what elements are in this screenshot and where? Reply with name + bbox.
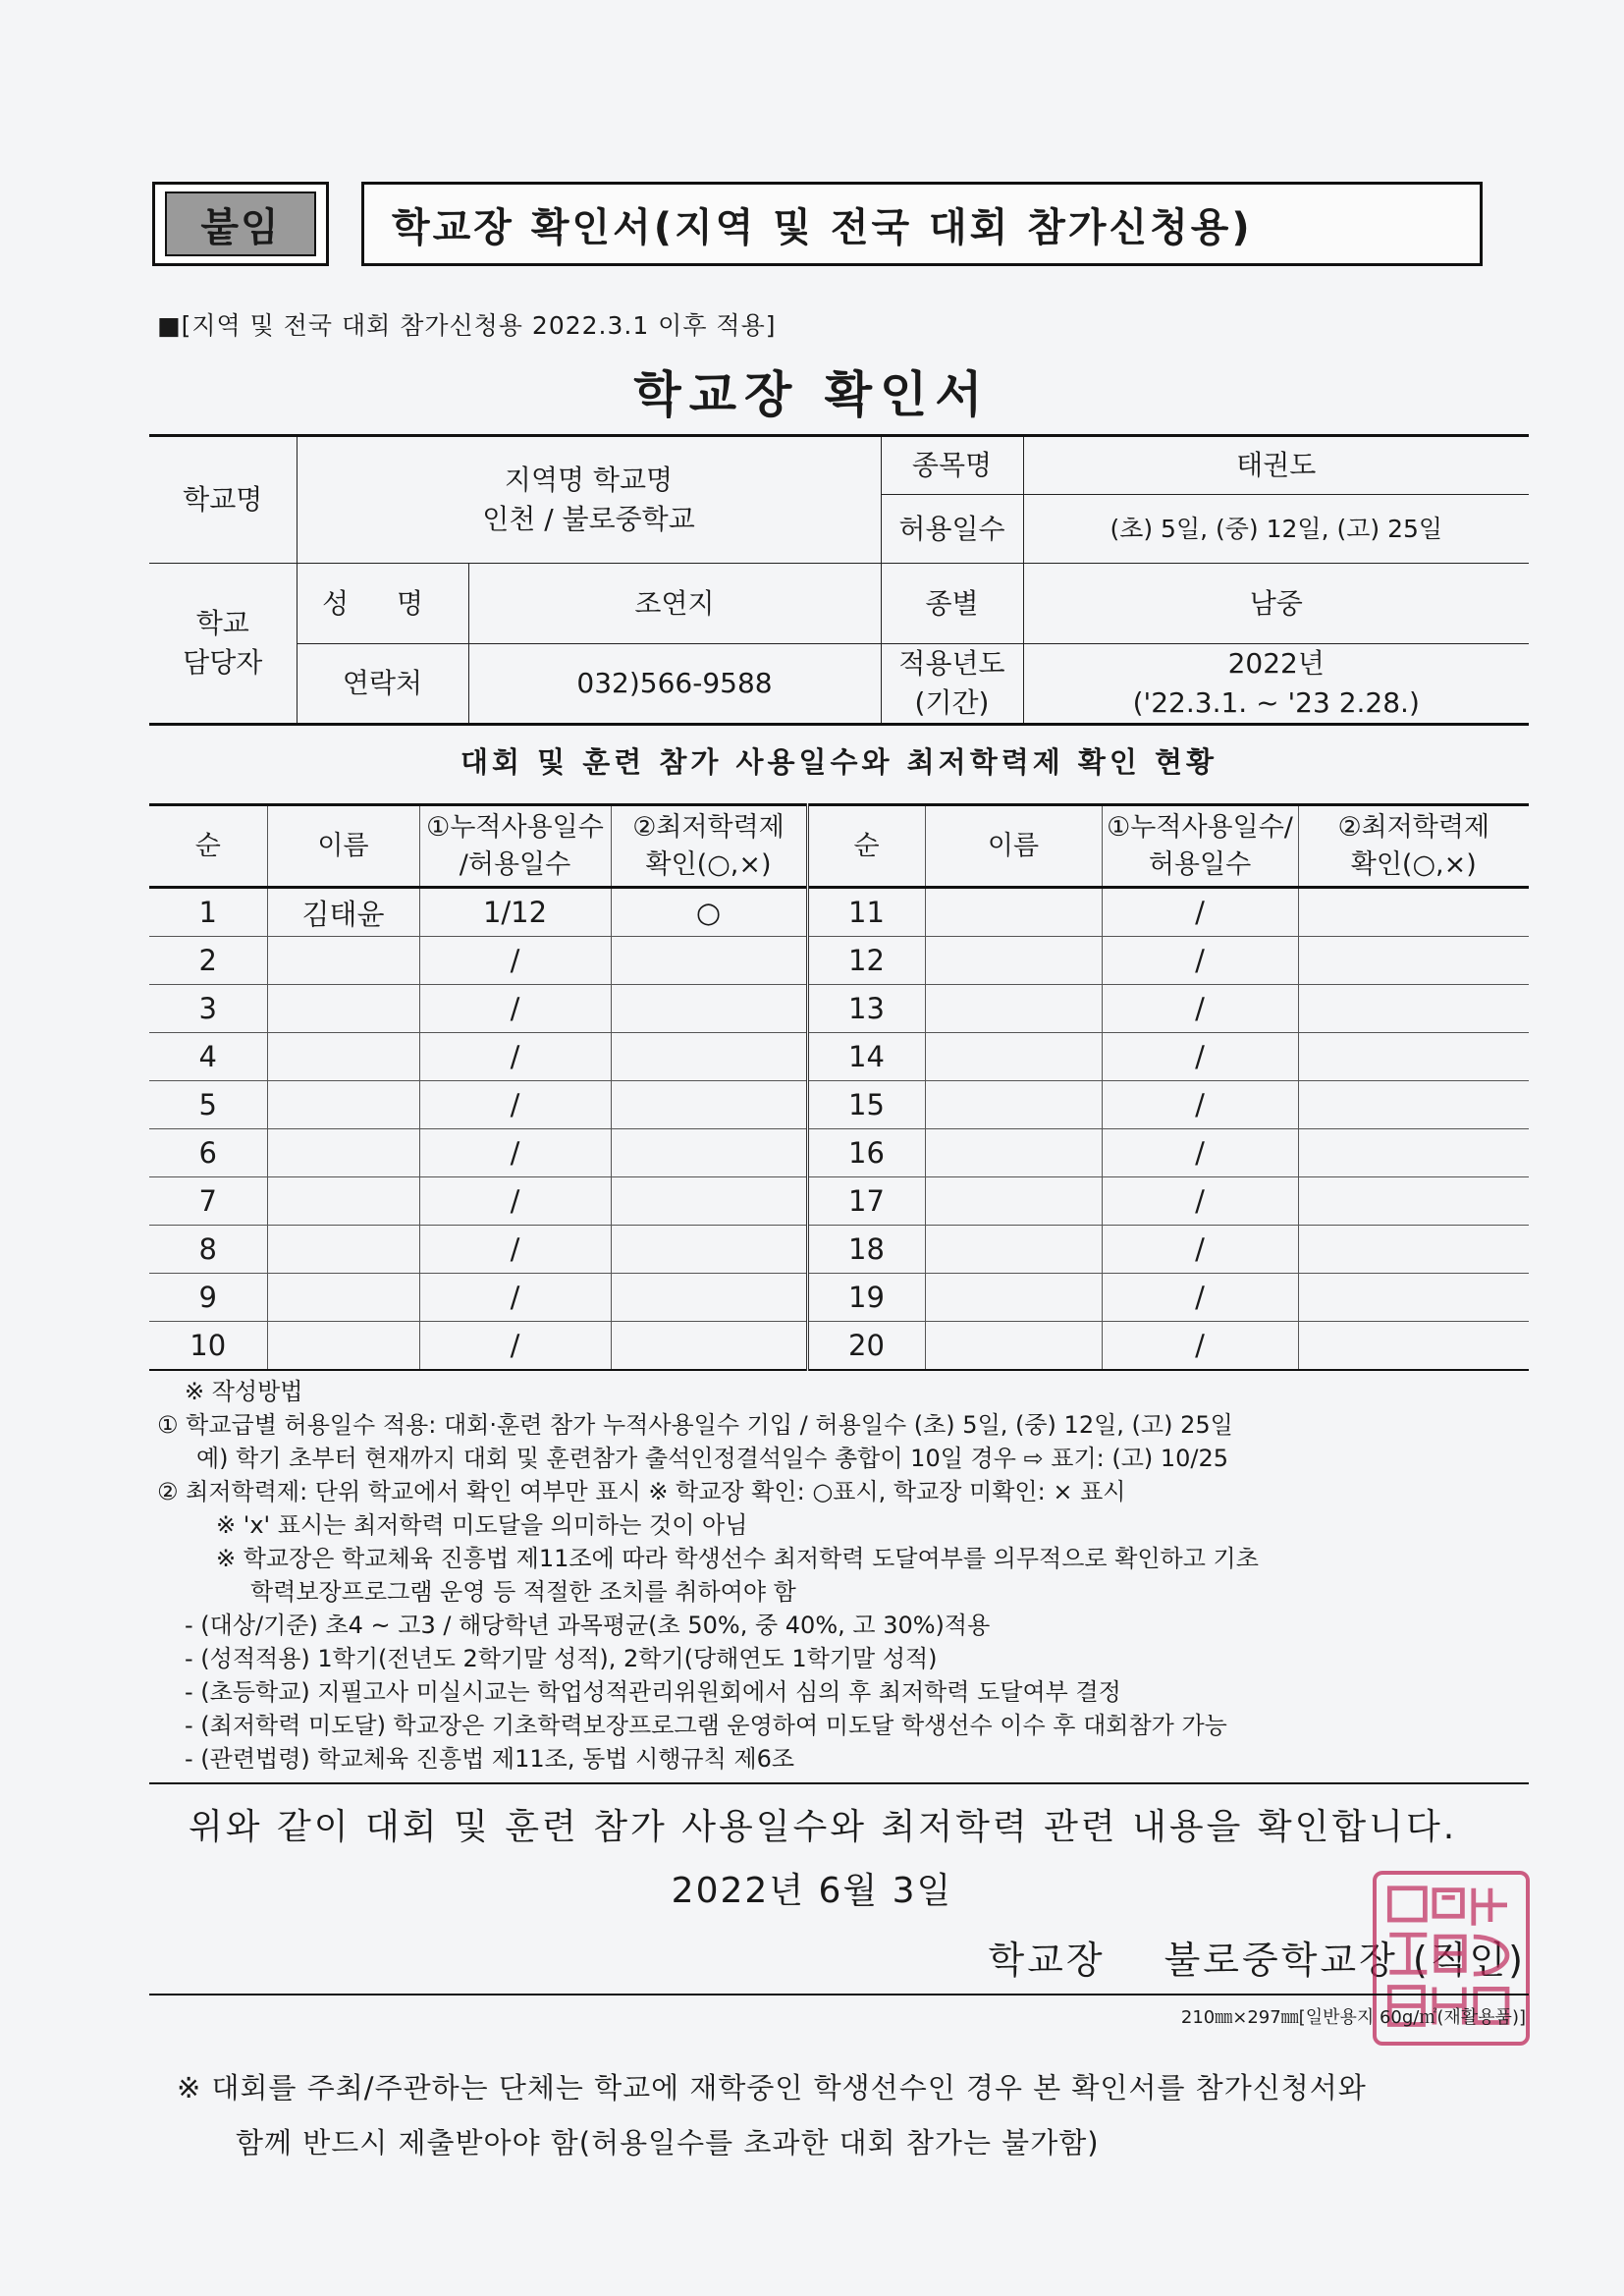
col-name-left: 이름 — [267, 805, 419, 888]
row-name-right — [925, 1226, 1102, 1274]
instruction-line: - (관련법령) 학교체육 진흥법 제11조, 동법 시행규칙 제6조 — [185, 1745, 795, 1773]
row-no-right: 16 — [807, 1129, 925, 1177]
section-title: 대회 및 훈련 참가 사용일수와 최저학력제 확인 현황 — [460, 745, 1218, 779]
confirmation-statement: 위와 같이 대회 및 훈련 참가 사용일수와 최저학력 관련 내용을 확인합니다. — [189, 1807, 1458, 1847]
contact-value: 032)566-9588 — [468, 644, 881, 725]
divider — [149, 1782, 1529, 1784]
year-value-line2: ('22.3.1. ~ '23 2.28.) — [1132, 686, 1420, 719]
row-check-right — [1298, 1177, 1529, 1226]
row-days-right: / — [1102, 1274, 1298, 1322]
row-days-right: / — [1102, 1033, 1298, 1081]
row-name-left — [267, 1274, 419, 1322]
row-name-right — [925, 985, 1102, 1033]
instruction-line: ※ 'x' 표시는 최저학력 미도달을 의미하는 것이 아님 — [216, 1511, 748, 1539]
row-check-left — [611, 985, 807, 1033]
col-name-right: 이름 — [925, 805, 1102, 888]
row-check-right — [1298, 937, 1529, 985]
row-no-right: 12 — [807, 937, 925, 985]
row-no-left: 8 — [149, 1226, 267, 1274]
row-check-right — [1298, 1081, 1529, 1129]
attachment-badge — [152, 182, 329, 266]
instruction-line: 학력보장프로그램 운영 등 적절한 조치를 취하여야 함 — [250, 1578, 796, 1606]
applicability-note: ■[지역 및 전국 대회 참가신청용 2022.3.1 이후 적용] — [157, 311, 777, 340]
row-name-right — [925, 937, 1102, 985]
col-no-right: 순 — [807, 805, 925, 888]
row-days-left: / — [419, 1129, 611, 1177]
manager-label-line2: 담당자 — [183, 646, 263, 679]
row-check-left — [611, 1226, 807, 1274]
row-check-right — [1298, 1274, 1529, 1322]
attachment-badge-label: 붙임 — [165, 191, 316, 256]
table-row — [149, 937, 1529, 985]
row-check-right — [1298, 1226, 1529, 1274]
row-name-left — [267, 1033, 419, 1081]
instruction-line: - (초등학교) 지필고사 미실시교는 학업성적관리위원회에서 심의 후 최저학력 도달여부 결정 — [185, 1678, 1121, 1706]
row-days-left: / — [419, 1322, 611, 1371]
table-row — [149, 1322, 1529, 1371]
row-check-right — [1298, 1033, 1529, 1081]
instruction-line: 예) 학기 초부터 현재까지 대회 및 훈련참가 출석인정결석일수 총합이 10일 경우 ⇨ 표기: (고) 10/25 — [196, 1445, 1229, 1472]
table-row — [149, 1033, 1529, 1081]
contact-label: 연락처 — [297, 644, 468, 725]
row-name-left — [267, 1226, 419, 1274]
row-no-left: 10 — [149, 1322, 267, 1371]
row-name-right — [925, 888, 1102, 937]
instruction-line: - (대상/기준) 초4 ~ 고3 / 해당학년 과목평균(초 50%, 중 40%, 고 30%)적용 — [185, 1612, 991, 1639]
row-days-left: / — [419, 1274, 611, 1322]
row-name-left — [267, 1081, 419, 1129]
row-name-left — [267, 1322, 419, 1371]
event-label: 종목명 — [881, 436, 1023, 495]
instruction-line: - (성적적용) 1학기(전년도 2학기말 성적), 2학기(당해연도 1학기말 성적) — [185, 1645, 938, 1672]
info-table — [149, 434, 1529, 726]
row-check-left — [611, 1322, 807, 1371]
col-days-left: ①누적사용일수 /허용일수 — [419, 805, 611, 888]
row-days-right: / — [1102, 1322, 1298, 1371]
row-days-right: / — [1102, 1177, 1298, 1226]
footer-note — [177, 2060, 1367, 2170]
instruction-line: ① 학교급별 허용일수 적용: 대회·훈련 참가 누적사용일수 기입 / 허용일수 (초) 5일, (중) 12일, (고) 25일 — [157, 1411, 1233, 1439]
instructions — [157, 1375, 1532, 1776]
table-row — [149, 1081, 1529, 1129]
records-table — [149, 803, 1529, 1371]
footer-line1: ※ 대회를 주최/주관하는 단체는 학교에 재학중인 학생선수인 경우 본 확인서를 참가신청서와 — [177, 2071, 1367, 2105]
instruction-line: ※ 작성방법 — [185, 1378, 303, 1405]
row-days-left: 1/12 — [419, 888, 611, 937]
table-row — [149, 1226, 1529, 1274]
school-value — [297, 436, 881, 564]
manager-label-line1: 학교 — [195, 607, 249, 639]
row-days-right: / — [1102, 985, 1298, 1033]
name-label: 성 명 — [297, 564, 468, 644]
row-name-left — [267, 1177, 419, 1226]
signer-role: 학교장 — [988, 1939, 1106, 1982]
row-no-right: 17 — [807, 1177, 925, 1226]
document-header-title: 학교장 확인서(지역 및 전국 대회 참가신청용) — [361, 182, 1483, 266]
row-no-right: 15 — [807, 1081, 925, 1129]
school-value-line2: 인천 / 불로중학교 — [482, 503, 695, 535]
year-label-line2: (기간) — [914, 686, 990, 719]
row-check-right — [1298, 985, 1529, 1033]
row-check-left — [611, 1274, 807, 1322]
year-value — [1023, 644, 1529, 725]
row-no-right: 19 — [807, 1274, 925, 1322]
col-check-left: ②최저학력제 확인(○,×) — [611, 805, 807, 888]
row-days-left: / — [419, 985, 611, 1033]
row-check-right — [1298, 1322, 1529, 1371]
records-body — [149, 888, 1529, 1371]
row-no-right: 14 — [807, 1033, 925, 1081]
row-check-left — [611, 1129, 807, 1177]
row-no-right: 13 — [807, 985, 925, 1033]
row-days-right: / — [1102, 1226, 1298, 1274]
paper-spec: 210㎜×297㎜[일반용지 60g/㎡(재활용품)] — [1180, 2007, 1526, 2028]
row-days-right: / — [1102, 888, 1298, 937]
row-no-left: 5 — [149, 1081, 267, 1129]
row-name-left — [267, 1129, 419, 1177]
row-name-left — [267, 937, 419, 985]
row-days-left: / — [419, 1177, 611, 1226]
row-name-right — [925, 1081, 1102, 1129]
table-row — [149, 888, 1529, 937]
issue-date: 2022년 6월 3일 — [671, 1871, 953, 1911]
row-check-right — [1298, 1129, 1529, 1177]
col-check-right: ②최저학력제 확인(○,×) — [1298, 805, 1529, 888]
row-days-right: / — [1102, 1081, 1298, 1129]
name-value: 조연지 — [468, 564, 881, 644]
row-no-left: 9 — [149, 1274, 267, 1322]
row-no-left: 7 — [149, 1177, 267, 1226]
instruction-line: - (최저학력 미도달) 학교장은 기초학력보장프로그램 운영하여 미도달 학생선수 이수 후 대회참가 가능 — [185, 1712, 1227, 1739]
page-title: 학교장 확인서 — [633, 366, 991, 423]
row-no-left: 3 — [149, 985, 267, 1033]
row-check-right — [1298, 888, 1529, 937]
event-value: 태권도 — [1023, 436, 1529, 495]
row-name-right — [925, 1129, 1102, 1177]
table-row — [149, 985, 1529, 1033]
col-days-right: ①누적사용일수/ 허용일수 — [1102, 805, 1298, 888]
row-name-left: 김태윤 — [267, 888, 419, 937]
row-days-right: / — [1102, 1129, 1298, 1177]
year-value-line1: 2022년 — [1227, 647, 1325, 680]
row-days-left: / — [419, 1033, 611, 1081]
row-no-left: 4 — [149, 1033, 267, 1081]
row-check-left — [611, 937, 807, 985]
signer-name: 불로중학교장 (직인) — [1164, 1939, 1526, 1982]
divider-bottom — [149, 1994, 1529, 1995]
row-name-left — [267, 985, 419, 1033]
row-check-left — [611, 1081, 807, 1129]
col-no-left: 순 — [149, 805, 267, 888]
row-name-right — [925, 1322, 1102, 1371]
row-no-left: 2 — [149, 937, 267, 985]
row-days-left: / — [419, 937, 611, 985]
row-no-right: 20 — [807, 1322, 925, 1371]
instruction-line: ② 최저학력제: 단위 학교에서 확인 여부만 표시 ※ 학교장 확인: ○표시, 학교장 미확인: × 표시 — [157, 1478, 1126, 1505]
row-no-left: 6 — [149, 1129, 267, 1177]
year-label — [881, 644, 1023, 725]
manager-label — [149, 564, 297, 725]
row-days-left: / — [419, 1081, 611, 1129]
footer-line2: 함께 반드시 제출받아야 함(허용일수를 초과한 대회 참가는 불가함) — [236, 2126, 1100, 2159]
row-name-right — [925, 1274, 1102, 1322]
table-row — [149, 1274, 1529, 1322]
row-no-right: 11 — [807, 888, 925, 937]
row-check-left — [611, 1033, 807, 1081]
year-label-line1: 적용년도 — [898, 647, 1005, 680]
row-check-left — [611, 1177, 807, 1226]
row-days-right: / — [1102, 937, 1298, 985]
school-label: 학교명 — [149, 436, 297, 564]
row-check-left: ○ — [611, 888, 807, 937]
instruction-line: ※ 학교장은 학교체육 진흥법 제11조에 따라 학생선수 최저학력 도달여부를 의무적으로 확인하고 기초 — [216, 1545, 1259, 1572]
row-no-right: 18 — [807, 1226, 925, 1274]
category-label: 종별 — [881, 564, 1023, 644]
table-row — [149, 1177, 1529, 1226]
row-days-left: / — [419, 1226, 611, 1274]
days-label: 허용일수 — [881, 495, 1023, 564]
category-value: 남중 — [1023, 564, 1529, 644]
row-name-right — [925, 1177, 1102, 1226]
school-value-line1: 지역명 학교명 — [504, 464, 674, 496]
table-row — [149, 1129, 1529, 1177]
row-no-left: 1 — [149, 888, 267, 937]
row-name-right — [925, 1033, 1102, 1081]
days-value: (초) 5일, (중) 12일, (고) 25일 — [1023, 495, 1529, 564]
